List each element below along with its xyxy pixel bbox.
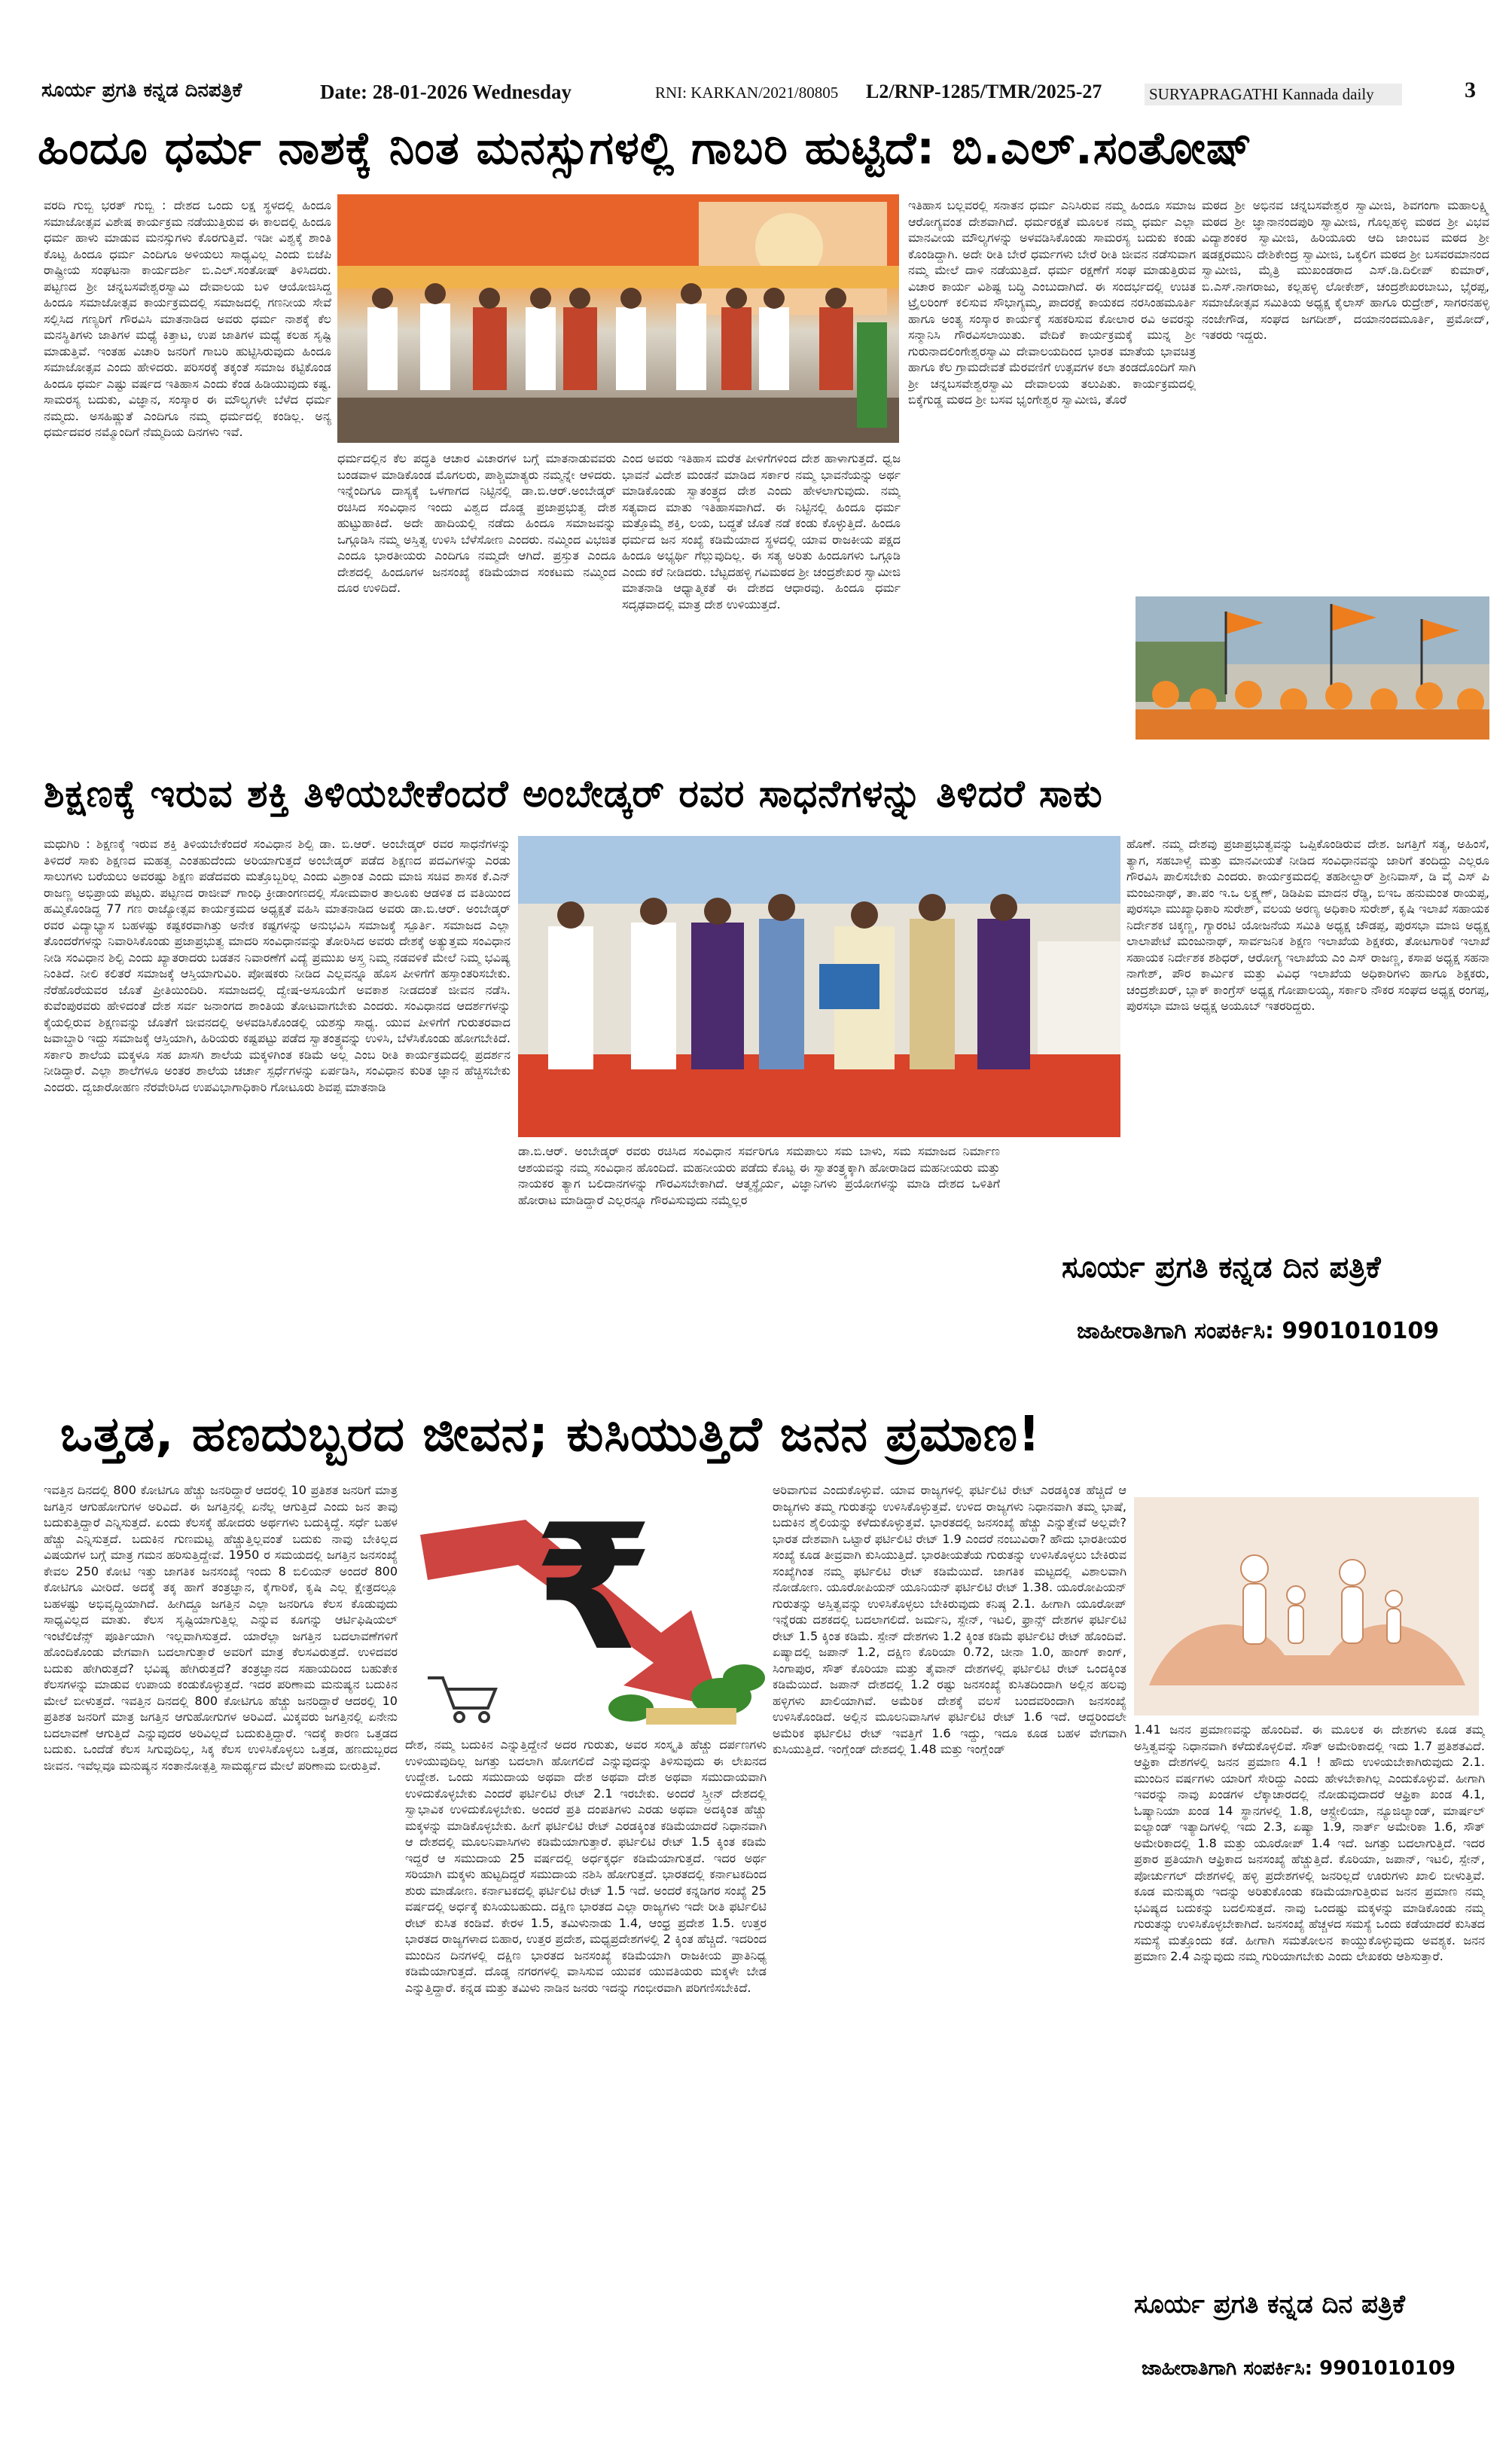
article3-photo-rupee — [405, 1482, 767, 1731]
advertisement-box-1 — [1062, 1243, 1483, 1386]
article1-column-3: ಎಂದ ಅವರು ಇತಿಹಾಸ ಮರೆತ ಪೀಳಿಗೆಗಳಿಂದ ದೇಶ ಹಾಳಾಗುತ್ತದೆ. ಧ್ವಜ ಭಾವನೆ ವಿದೇಶ ಮಂಡನೆ ಮಾಡಿದ ಸರ್ಕಾರ ನಮ್ಮ ಭಾವನೆಯನ್ನು ಅರ್ಥ ಮಾಡಿಕೊಂಡು ಸ್ವಾತಂತ್ರ್ಯದ ದೇಶ ಎಂದು ಹೇಳಲಾಗುವುದು. ನಮ್ಮ ಸತ್ಯವಾದ ಮಾತು ಇತಿಹಾಸವಾಗಿದೆ. ಈ ನಿಟ್ಟಿನಲ್ಲಿ ಹಿಂದೂ ಧರ್ಮ ಮತ್ತೊಮ್ಮೆ ಶಕ್ತಿ, ಲಯ, ಬದ್ಧತೆ ಜೊತೆ ನಡೆ ಕಂಡು ಕೊಳ್ಳುತ್ತಿದೆ. ಹಿಂದೂ ಧರ್ಮದ ಜನ ಸಂಖ್ಯೆ ಕಡಿಮೆಯಾದ ಸ್ಥಳದಲ್ಲಿ ಯಾವ ರಾಜಕೀಯ ಪಕ್ಷದ ಹಿಂದೂ ಅಭ್ಯರ್ಥಿ ಗೆಲ್ಲುವುದಿಲ್ಲ. ಈ ಸತ್ಯ ಅರಿತು ಹಿಂದೂಗಳು ಒಗ್ಗೂಡಿ ಎಂದು ಕರೆ ನೀಡಿದರು. ಬೆಟ್ಟದಹಳ್ಳಿ ಗವಿಮಠದ ಶ್ರೀ ಚಂದ್ರಶೇಖರ ಸ್ವಾಮೀಜಿ ಮಾತನಾಡಿ ಆಧ್ಯಾತ್ಮಿಕತೆ ಈ ದೇಶದ ಆಧಾರವು. ಹಿಂದೂ ಧರ್ಮ ಸದೃಢವಾದಲ್ಲಿ ಮಾತ್ರ ದೇಶ ಉಳಿಯುತ್ತದೆ. — [622, 451, 901, 612]
ad2-title: ಸೂರ್ಯ ಪ್ರಗತಿ ಕನ್ನಡ ದಿನ ಪತ್ರಿಕೆ — [1134, 2289, 1406, 2320]
page-number: 3 — [1465, 78, 1476, 102]
rni-number: RNI: KARKAN/2021/80805 — [655, 84, 839, 102]
article3-column-4: 1.41 ಜನನ ಪ್ರಮಾಣವನ್ನು ಹೊಂದಿವೆ. ಈ ಮೂಲಕ ಈ ದೇಶಗಳು ಕೂಡ ತಮ್ಮ ಅಸ್ತಿತ್ವವನ್ನು ನಿಧಾನವಾಗಿ ಕಳೆದುಕೊಳ್ಳಲಿವೆ. ಸೌತ್ ಅಮೇರಿಕಾದಲ್ಲಿ ಇದು 1.7 ಪ್ರತಿಶತವಿದೆ. ಆಫ್ರಿಕಾ ದೇಶಗಳಲ್ಲಿ ಜನನ ಪ್ರಮಾಣ 4.1 ! ಹೌದು ಉಳಿಯಬೇಕಾಗಿರುವುದು 2.1. ಮುಂದಿನ ವರ್ಷಗಳು ಯಾರಿಗೆ ಸೇರಿದ್ದು ಎಂದು ಹೇಳಬೇಕಾಗಿಲ್ಲ ಎಂದುಕೊಳ್ಳುವೆ. ಹೀಗಾಗಿ ಇವರನ್ನು ನಾವು ಖಂಡಗಳ ಲೆಕ್ಕಾಚಾರದಲ್ಲಿ ನೋಡುವುದಾದರೆ ಆಫ್ರಿಕಾ ಖಂಡ 4.1, ಓಷ್ಯಾನಿಯಾ ಖಂಡ 14 ಸ್ಥಾನಗಳಲ್ಲಿ 1.8, ಆಸ್ಟ್ರೇಲಿಯಾ, ನ್ಯೂಜಿಲ್ಯಾಂಡ್, ಮಾರ್ಷಲ್ ಐಲ್ಯಾಂಡ್ ಇತ್ಯಾದಿಗಳಲ್ಲಿ ಇದು 2.3, ಏಷ್ಯಾ 1.9, ನಾರ್ತ್ ಅಮೇರಿಕಾ 1.6, ಸೌತ್ ಅಮೇರಿಕಾದಲ್ಲಿ 1.8 ಮತ್ತು ಯೂರೋಪ್ 1.4 ಇದೆ. ಜಗತ್ತು ಬದಲಾಗುತ್ತಿದೆ. ಇದರ ಪ್ರಕಾರ ಪ್ರತಿಯಾಗಿ ಆಫ್ರಿಕಾದ ಜನಸಂಖ್ಯೆ ಹೆಚ್ಚುತ್ತಿದೆ. ಕೊರಿಯಾ, ಜಪಾನ್, ಇಟಲಿ, ಸ್ಪೇನ್, ಪೋರ್ಚುಗಲ್ ದೇಶಗಳಲ್ಲಿ ಹಳ್ಳಿ ಪ್ರದೇಶಗಳಲ್ಲಿ ಜನರಿಲ್ಲದೆ ಊರುಗಳು ಖಾಲಿ ಬೀಳುತ್ತಿವೆ. ಕೂಡ ಮನುಷ್ಯರು ಇದನ್ನು ಅರಿತುಕೊಂಡು ಕಡಿಮೆಯಾಗುತ್ತಿರುವ ಜನನ ಪ್ರಮಾಣ ನಮ್ಮ ಭವಿಷ್ಯದ ಬದುಕನ್ನು ಬದಲಿಸುತ್ತದೆ. ನಾವು ಒಂದಷ್ಟು ಮಕ್ಕಳನ್ನು ಮಾಡಿಕೊಂಡು ನಮ್ಮ ಗುರುತನ್ನು ಉಳಿಸಿಕೊಳ್ಳಬೇಕಾಗಿದೆ. ಜನಸಂಖ್ಯೆ ಹೆಚ್ಚಳದ ಸಮಸ್ಯೆ ಒಂದು ಕಡೆಯಾದರೆ ಕುಸಿತದ ಸಮಸ್ಯೆ ಮತ್ತೊಂದು ಕಡೆ. ಹೀಗಾಗಿ ಸಮತೋಲನ ಕಾಯ್ದುಕೊಳ್ಳುವುದು ಅವಶ್ಯಕ. ಜನನ ಪ್ರಮಾಣ 2.4 ಎನ್ನುವುದು ನಮ್ಮ ಗುರಿಯಾಗಬೇಕು ಎಂದು ಲೇಖಕರು ಆಶಿಸುತ್ತಾರೆ. — [1134, 1722, 1485, 1963]
article1-column-5: ಮಠದ ಶ್ರೀ ಅಭಿನವ ಚನ್ನಬಸವೇಶ್ವರ ಸ್ವಾಮೀಜಿ, ಶಿವಗಂಗಾ ಮಹಾಲಕ್ಷ್ಮಿ ಮಠದ ಶ್ರೀ ಜ್ಞಾನಾನಂದಪುರಿ ಸ್ವಾಮೀಜಿ, ಗೊಲ್ಲಹಳ್ಳಿ ಮಠದ ಶ್ರೀ ವಿಭವ ವಿದ್ಯಾಶಂಕರ ಸ್ವಾಮೀಜಿ, ಹಿರಿಯೂರು ಆದಿ ಜಾಂಬವ ಮಠದ ಶ್ರೀ ಷಡಕ್ಷರಮುನಿ ದೇಶಿಕೇಂದ್ರ ಸ್ವಾಮೀಜಿ, ಒಕ್ಕಲಿಗ ಮಠದ ಶ್ರೀ ಬಸವರಮಾನಂದ ಸ್ವಾಮೀಜಿ, ಮೈತ್ರಿ ಮುಖಂಡರಾದ ಎಸ್.ಡಿ.ದಿಲೀಪ್ ಕುಮಾರ್, ಬಿ.ಎಸ್.ನಾಗರಾಜು, ಕಲ್ಲಹಳ್ಳಿ ಲೋಕೇಶ್, ಚಂದ್ರಶೇಖರಬಾಬು, ಭೈರಪ್ಪ, ಸಮಾಜೋತ್ಸವ ಸಮಿತಿಯ ಅಧ್ಯಕ್ಷ ಕೈಲಾಸ್ ಹಾಗೂ ರುದ್ರೇಶ್, ಸಾಗರನಹಳ್ಳಿ ನಂಜೇಗೌಡ, ಸಂಘದ ಜಗದೀಶ್, ದಯಾನಂದಮೂರ್ತಿ, ಪ್ರಮೋದ್, ಇತರರು ಇದ್ದರು. — [1202, 198, 1489, 342]
paper-name: SURYAPRAGATHI Kannada daily — [1145, 84, 1402, 105]
masthead — [30, 72, 1483, 111]
article1-headline: ಹಿಂದೂ ಧರ್ಮ ನಾಶಕ್ಕೆ ನಿಂತ ಮನಸ್ಸುಗಳಲ್ಲಿ ಗಾಬರಿ ಹುಟ್ಟಿದೆ: ಬಿ.ಎಲ್.ಸಂತೋಷ್ — [38, 122, 1253, 175]
paper-logo: ಸೂರ್ಯ ಪ್ರಗತಿ ಕನ್ನಡ ದಿನಪತ್ರಿಕೆ — [41, 79, 242, 102]
ad2-contact: ಜಾಹೀರಾತಿಗಾಗಿ ಸಂಪರ್ಕಿಸಿ: 9901010109 — [1142, 2357, 1456, 2380]
article1-column-1: ವರದಿ ಗುಬ್ಬಿ ಭರತ್ ಗುಬ್ಬಿ : ದೇಶದ ಒಂದು ಲಕ್ಷ ಸ್ಥಳದಲ್ಲಿ ಹಿಂದೂ ಸಮಾಜೋತ್ಸವ ವಿಶೇಷ ಕಾರ್ಯಕ್ರಮ ನಡೆಯುತ್ತಿರುವ ಈ ಕಾಲದಲ್ಲಿ ಹಿಂದೂ ಧರ್ಮ ಹಾಳು ಮಾಡುವ ಮನಸ್ಸುಗಳು ಕೊರಗುತ್ತಿವೆ. ಇಡೀ ವಿಶ್ವಕ್ಕೆ ಶಾಂತಿ ಕೊಟ್ಟ ಹಿಂದೂ ಧರ್ಮ ಎಂದಿಗೂ ಅಳಿಯಲು ಸಾಧ್ಯವಿಲ್ಲ ಎಂದು ಬಿಜೆಪಿ ರಾಷ್ಟ್ರೀಯ ಸಂಘಟನಾ ಕಾರ್ಯದರ್ಶಿ ಬಿ.ಎಲ್.ಸಂತೋಷ್ ತಿಳಿಸಿದರು. ಪಟ್ಟಣದ ಶ್ರೀ ಚನ್ನಬಸವೇಶ್ವರಸ್ವಾಮಿ ದೇವಾಲಯ ಬಳಿ ಆಯೋಜಿಸಿದ್ದ ಹಿಂದೂ ಸಮಾಜೋತ್ಸವ ಕಾರ್ಯಕ್ರಮದಲ್ಲಿ ಸಮಾಜದಲ್ಲಿ ಗಣನೀಯ ಸೇವೆ ಸಲ್ಲಿಸಿದ ಗಣ್ಯರಿಗೆ ಗೌರವಿಸಿ ಮಾತನಾಡಿದ ಅವರು ಧರ್ಮ ನಾಶಕ್ಕೆ ಕೆಲ ಮನಸ್ಥಿತಿಗಳು ಜಾತಿಗಳ ಮಧ್ಯೆ ಕಿತ್ತಾಟ, ಉಪ ಜಾತಿಗಳ ಮಧ್ಯೆ ಕಲಹ ಸೃಷ್ಟಿ ಮಾಡುತ್ತಿವೆ. ಇಂತಹ ವಿಚಾರಿ ಜನರಿಗೆ ಗಾಬರಿ ಹುಟ್ಟಿಸಿರುವುದು ಹಿಂದೂ ಸಮಾಜೋತ್ಸವ ಎಂದು ಹೇಳಿದರು. ಪರಿಸರಕ್ಕೆ ತಕ್ಕಂತೆ ಸಮಾಜ ಕಟ್ಟಿಕೊಂಡ ಹಿಂದೂ ಧರ್ಮ ಎಷ್ಟು ವರ್ಷದ ಇತಿಹಾಸ ಎಂದು ಕೆಂಡ ಹಿಡಿಯುವುದು ಕಷ್ಟ. ಸಾಮರಸ್ಯ ಬದುಕು, ವಿಜ್ಞಾನ, ಸಂಸ್ಕಾರ ಈ ಮೌಲ್ಯಗಳೇ ಬೆಳೆದ ಧರ್ಮ ನಮ್ಮದು. ಅಸಹಿಷ್ಣುತೆ ಎಂದಿಗೂ ನಮ್ಮ ಧರ್ಮದಲ್ಲಿ ಕಂಡಿಲ್ಲ. ಅನ್ಯ ಧರ್ಮದವರ ನಮ್ಮೊಂದಿಗೆ ನೆಮ್ಮದಿಯ ದಿನಗಳು ಇವೆ. — [44, 198, 331, 439]
stage-illustration — [337, 194, 899, 443]
article3-column-2: ದೇಶ, ನಮ್ಮ ಬದುಕಿನ ಎನ್ನುತ್ತಿದ್ದೇನೆ ಅದರ ಗುರುತು, ಅವರ ಸಂಸ್ಕೃತಿ ಹೆಚ್ಚು ದರ್ಪಣಗಳು ಉಳಿಯುವುದಿಲ್ಲ ಜಗತ್ತು ಬದಲಾಗಿ ಹೋಗಲಿದೆ ಎನ್ನುವುದನ್ನು ತಿಳಿಸುವುದು ಈ ಲೇಖನದ ಉದ್ದೇಶ. ಒಂದು ಸಮುದಾಯ ಅಥವಾ ದೇಶ ಅಥವಾ ದೇಶ ಅಥವಾ ಸಮುದಾಯವಾಗಿ ಉಳಿದುಕೊಳ್ಳಬೇಕು ಎಂದರೆ ಫರ್ಟಿಲಿಟಿ ರೇಟ್ 2.1 ಇರಬೇಕು. ಅಂದರೆ ಸ್ತ್ರೀನ್ ದೇಶದಲ್ಲಿ ಸ್ವಾಭಾವಿಕ ಉಳಿದುಕೊಳ್ಳಬೇಕು. ಅಂದರೆ ಪ್ರತಿ ದಂಪತಿಗಳು ಎರಡು ಅಥವಾ ಅದಕ್ಕಿಂತ ಹೆಚ್ಚು ಮಕ್ಕಳನ್ನು ಮಾಡಿಕೊಳ್ಳಬೇಕು. ಹೀಗೆ ಫರ್ಟಿಲಿಟಿ ರೇಟ್ ಎರಡಕ್ಕಿಂತ ಕಡಿಮೆಯಾದರೆ ನಿಧಾನವಾಗಿ ಆ ದೇಶದಲ್ಲಿ ಮೂಲನಿವಾಸಿಗಳು ಕಡಿಮೆಯಾಗುತ್ತಾರೆ. ಫರ್ಟಿಲಿಟಿ ರೇಟ್ 1.5 ಕ್ಕಿಂತ ಕಡಿಮೆ ಇದ್ದರೆ ಆ ಸಮುದಾಯ 25 ವರ್ಷದಲ್ಲಿ ಅರ್ಧಕ್ಕರ್ಧ ಕಡಿಮೆಯಾಗುತ್ತದೆ. ಇದರ ಅರ್ಥ ಸರಿಯಾಗಿ ಮಕ್ಕಳು ಹುಟ್ಟದಿದ್ದರೆ ಸಮುದಾಯ ನಶಿಸಿ ಹೋಗುತ್ತದೆ. ಭಾರತದಲ್ಲಿ ಕರ್ನಾಟಕದಿಂದ ಶುರು ಮಾಡೋಣ. ಕರ್ನಾಟಕದಲ್ಲಿ ಫರ್ಟಿಲಿಟಿ ರೇಟ್ 1.5 ಇದೆ. ಅಂದರೆ ಕನ್ನಡಿಗರ ಸಂಖ್ಯೆ 25 ವರ್ಷದಲ್ಲಿ ಅರ್ಧಕ್ಕೆ ಕುಸಿಯಬಹುದು. ದಕ್ಷಿಣ ಭಾರತದ ಎಲ್ಲಾ ರಾಜ್ಯಗಳು ಇದೇ ರೀತಿ ಫರ್ಟಿಲಿಟಿ ರೇಟ್ ಕುಸಿತ ಕಂಡಿವೆ. ಕೇರಳ 1.5, ತಮಿಳುನಾಡು 1.4, ಆಂಧ್ರ ಪ್ರದೇಶ 1.5. ಉತ್ತರ ಭಾರತದ ರಾಜ್ಯಗಳಾದ ಬಿಹಾರ, ಉತ್ತರ ಪ್ರದೇಶ, ಮಧ್ಯಪ್ರದೇಶಗಳಲ್ಲಿ 2 ಕ್ಕಿಂತ ಹೆಚ್ಚಿದೆ. ಇದರಿಂದ ಮುಂದಿನ ದಿನಗಳಲ್ಲಿ ದಕ್ಷಿಣ ಭಾರತದ ಜನಸಂಖ್ಯೆ ಕಡಿಮೆಯಾಗಿ ರಾಜಕೀಯ ಪ್ರಾತಿನಿಧ್ಯ ಕಡಿಮೆಯಾಗುತ್ತದೆ. ದೊಡ್ಡ ನಗರಗಳಲ್ಲಿ ವಾಸಿಸುವ ಯುವಕ ಯುವತಿಯರು ಮಕ್ಕಳೇ ಬೇಡ ಎನ್ನುತ್ತಿದ್ದಾರೆ. ಕನ್ನಡ ಮತ್ತು ತಮಿಳು ನಾಡಿನ ಜನರು ಇದನ್ನು ಗಂಭೀರವಾಗಿ ಪರಿಗಣಿಸಬೇಕಿದೆ. — [405, 1737, 767, 1995]
ad1-contact: ಜಾಹೀರಾತಿಗಾಗಿ ಸಂಪರ್ಕಿಸಿ: 9901010109 — [1077, 1318, 1440, 1344]
article2-column-1: ಮಧುಗಿರಿ : ಶಿಕ್ಷಣಕ್ಕೆ ಇರುವ ಶಕ್ತಿ ತಿಳಿಯಬೇಕೆಂದರೆ ಸಂವಿಧಾನ ಶಿಲ್ಪಿ ಡಾ. ಬಿ.ಆರ್. ಅಂಬೇಡ್ಕರ್ ರವರ ಸಾಧನೆಗಳನ್ನು ತಿಳಿದರೆ ಸಾಕು ಶಿಕ್ಷಣದ ಮಹತ್ವ ಎಂತಹುದೆಂದು ಅರಿಯಾಗುತ್ತದೆ ಅಂಬೇಡ್ಕರ್ ಪಡೆದ ಶಿಕ್ಷಣದ ಪದವಿಗಳನ್ನು ಎರಡು ಸಾಲುಗಳು ಬರೆಯಲು ಅವರಷ್ಟು ಶಿಕ್ಷಣ ಪಡೆದವರು ಮತ್ತೊಬ್ಬರಿಲ್ಲ ಎಂದು ವಿಶ್ರಾಂತ ಎಂದು ಮಾಜಿ ಸಚಿವ ಶಾಸಕ ಕೆ.ಎನ್ ರಾಜಣ್ಣ ಅಭಿಪ್ರಾಯ ಪಟ್ಟರು. ಪಟ್ಟಣದ ರಾಜೀವ್ ಗಾಂಧಿ ಕ್ರೀಡಾಂಗಣದಲ್ಲಿ ಸೋಮವಾರ ತಾಲೂಕು ಆಡಳಿತ ದ ವತಿಯಿಂದ ಹಮ್ಮಿಕೊಂಡಿದ್ದ 77 ಗಣ ರಾಜ್ಯೋತ್ಸವ ಕಾರ್ಯಕ್ರಮದ ಅಧ್ಯಕ್ಷತೆ ವಹಿಸಿ ಮಾತನಾಡಿದ ಅವರು ಡಾ.ಬಿ.ಆರ್. ಅಂಬೇಡ್ಕರ್ ರವರ ವಿದ್ಯಾಭ್ಯಾಸ ಬಹಳಷ್ಟು ಕಷ್ಟಕರವಾಗಿತ್ತು ಅನೇಕ ಕಷ್ಟಗಳನ್ನು ಅನುಭವಿಸಿ ಸಮಾಜಕ್ಕೆ ಸ್ಪೂರ್ತಿ. ಸಮಾಜದ ಎಲ್ಲಾ ತೊಂದರೆಗಳನ್ನು ನಿವಾರಿಸಿಕೊಂಡು ಪ್ರಜಾಪ್ರಭುತ್ವ ಮಾದರಿ ಸಂವಿಧಾನವನ್ನು ತೋರಿಸಿದ ಅವರು ದೇಶಕ್ಕೆ ಅತ್ಯುತ್ತಮ ಸಂವಿಧಾನ ನೀಡಿ ಸಂವಿಧಾನ ಶಿಲ್ಪಿ ಎಂದು ಖ್ಯಾತರಾದರು ಬಡತನ ನಿವಾರಣೆಗೆ ವಿದ್ಯೆ ಪ್ರಮುಖ ಅಸ್ತ್ರ ನಿಮ್ಮ ನಡವಳಿಕೆ ಮೇಲೆ ನಿಮ್ಮ ಭವಿಷ್ಯ ನಿಂತಿದೆ. ನೀಲಿ ಕಲಿತರೆ ಸಮಾಜಕ್ಕೆ ಆಸ್ತಿಯಾಗುವಿರಿ. ಪೋಷಕರು ನೀಡಿದ ಎಲ್ಲವನ್ನೂ ಹೊಸ ಪೀಳಿಗೆಗೆ ಹಸ್ತಾಂತರಿಸಬೇಕು. ನೆರೆಹೊರೆಯವರ ಜೊತೆ ಪ್ರೀತಿಯಿಂದಿರಿ. ಸಮಾಜದಲ್ಲಿ ದ್ವೇಷ-ಅಸೂಯೆಗೆ ಅವಕಾಶ ನೀಡದಂತೆ ಜೀವನ ನಡೆಸಿ. ಕುವೆಂಪುರವರು ಹೇಳಿದಂತೆ ದೇಶ ಸರ್ವ ಜನಾಂಗದ ಶಾಂತಿಯ ತೋಟವಾಗಬೇಕು ಎಂದರು. ಸಂವಿಧಾನದ ಆದರ್ಶಗಳನ್ನು ಕೈಯಲ್ಲಿರುವ ಶಿಕ್ಷಣವನ್ನು ಜೊತೆಗೆ ಜೀವನದಲ್ಲಿ ಅಳವಡಿಸಿಕೊಂಡಲ್ಲಿ ಯಶಸ್ಸು ಸಾಧ್ಯ. ಯುವ ಪೀಳಿಗೆಗೆ ಗುರುತರವಾದ ಜವಾಬ್ದಾರಿ ಇದ್ದು ಸಮಾಜಕ್ಕೆ ಆಸ್ತಿಯಾಗಿ, ಹಿರಿಯರು ಕಷ್ಟಪಟ್ಟು ಪಡೆದ ಸ್ವಾತಂತ್ರ್ಯವನ್ನು ಉಳಿಸಿ, ಬೆಳೆಸಿಕೊಂಡು ಹೋಗಬೇಕಿದೆ. ಸರ್ಕಾರಿ ಶಾಲೆಯ ಮಕ್ಕಳೂ ಸಹ ಖಾಸಗಿ ಶಾಲೆಯ ಮಕ್ಕಳಿಗಿಂತ ಕಡಿಮೆ ಅಲ್ಲ ಎಂಬ ರೀತಿ ಕಾರ್ಯಕ್ರಮದಲ್ಲಿ ಪ್ರದರ್ಶನ ನೀಡಿದ್ದಾರೆ. ಎಲ್ಲಾ ಶಾಲೆಗಳೂ ಅಂತರ ಶಾಲೆಯ ಚರ್ಚಾ ಸ್ಪರ್ಧೆಗಳನ್ನು ಏರ್ಪಡಿಸಿ, ಸಂವಿಧಾನ ಕುರಿತ ಜ್ಞಾನ ಹೆಚ್ಚಿಸಬೇಕು ಎಂದರು. ದ್ವಜಾರೋಹಣ ನೆರವೇರಿಸಿದ ಉಪವಿಭಾಗಾಧಿಕಾರಿ ಗೋಟೂರು ಶಿವಪ್ಪ ಮಾತನಾಡಿ — [44, 837, 511, 1094]
ceremony-illustration — [518, 836, 1120, 1137]
article1-photo-rally — [1136, 596, 1489, 740]
article3-column-3: ಅರಿವಾಗುವ ಎಂದುಕೊಳ್ಳುವೆ. ಯಾವ ರಾಜ್ಯಗಳಲ್ಲಿ ಫರ್ಟಿಲಿಟಿ ರೇಟ್ ಎರಡಕ್ಕಿಂತ ಹೆಚ್ಚಿದೆ ಆ ರಾಜ್ಯಗಳು ತಮ್ಮ ಗುರುತನ್ನು ಉಳಿಸಿಕೊಳ್ಳುತ್ತವೆ. ಉಳಿದ ರಾಜ್ಯಗಳು ನಿಧಾನವಾಗಿ ತಮ್ಮ ಭಾಷೆ, ಬದುಕಿನ ಶೈಲಿಯನ್ನು ಕಳೆದುಕೊಳ್ಳುತ್ತವೆ. ಭಾರತದಲ್ಲಿ ಜನಸಂಖ್ಯೆ ಹೆಚ್ಚು ಎನ್ನುತ್ತೇವೆ ಅಲ್ಲವೇ? ಭಾರತ ದೇಶವಾಗಿ ಒಟ್ಟಾರೆ ಫರ್ಟಿಲಿಟಿ ರೇಟ್ 1.9 ಎಂದರೆ ನಂಬುವಿರಾ? ಹೌದು ಭಾರತೀಯರ ಸಂಖ್ಯೆ ಕೂಡ ತೀವ್ರವಾಗಿ ಕುಸಿಯುತ್ತಿದೆ. ಭಾರತೀಯತೆಯ ಗುರುತನ್ನು ಉಳಿಸಿಕೊಳ್ಳಲು ಬೇಕಿರುವ ಸಂಖ್ಯೆಗಿಂತ ನಮ್ಮ ಫರ್ಟಿಲಿಟಿ ರೇಟ್ ಕಡಿಮೆಯಿದೆ. ಜಾಗತಿಕ ಮಟ್ಟದಲ್ಲಿ ವಿಶಾಲವಾಗಿ ನೋಡೋಣ. ಯೂರೋಪಿಯನ್ ಯೂನಿಯನ್ ಫರ್ಟಿಲಿಟಿ ರೇಟ್ 1.38. ಯೂರೋಪಿಯನ್ ಗುರುತನ್ನು ಅಸ್ತಿತ್ವವನ್ನು ಉಳಿಸಿಕೊಳ್ಳಲು ಬೇಕಿರುವುದು ಕನಿಷ್ಠ 2.1. ಹೀಗಾಗಿ ಯೂರೋಪ್ ಇನ್ನೆರಡು ದಶಕದಲ್ಲಿ ಬದಲಾಗಲಿದೆ. ಜರ್ಮನಿ, ಸ್ಪೇನ್, ಇಟಲಿ, ಫ್ರಾನ್ಸ್ ದೇಶಗಳ ಫರ್ಟಿಲಿಟಿ ರೇಟ್ 1.5 ಕ್ಕಿಂತ ಕಡಿಮೆ. ಸ್ಪೇನ್ ದೇಶಗಳು 1.2 ಕ್ಕಿಂತ ಕಡಿಮೆ ಫರ್ಟಿಲಿಟಿ ರೇಟ್ ಹೊಂದಿವೆ. ಏಷ್ಯಾದಲ್ಲಿ ಜಪಾನ್ 1.2, ದಕ್ಷಿಣ ಕೊರಿಯಾ 0.72, ಚೀನಾ 1.0, ಹಾಂಗ್ ಕಾಂಗ್, ಸಿಂಗಾಪುರ, ಸೌತ್ ಕೊರಿಯಾ ಮತ್ತು ತೈವಾನ್ ದೇಶಗಳಲ್ಲಿ ಫರ್ಟಿಲಿಟಿ ರೇಟ್ ಒಂದಕ್ಕಿಂತ ಕಡಿಮೆಯಿದೆ. ಜಪಾನ್ ದೇಶದಲ್ಲಿ 1.2 ರಷ್ಟು ಜನಸಂಖ್ಯೆ ಕುಸಿತದಿಂದಾಗಿ ಅಲ್ಲಿನ ಹಲವು ಹಳ್ಳಿಗಳು ಖಾಲಿಯಾಗಿವೆ. ಅಮೆರಿಕ ದೇಶಕ್ಕೆ ವಲಸೆ ಬಂದವರಿಂದಾಗಿ ಜನಸಂಖ್ಯೆ ಉಳಿಸಿಕೊಂಡಿದೆ. ಅಲ್ಲಿನ ಮೂಲನಿವಾಸಿಗಳ ಫರ್ಟಿಲಿಟಿ ರೇಟ್ 1.6 ಇದೆ. ಆದ್ದರಿಂದಲೇ ಅಮೆರಿಕ ಫರ್ಟಿಲಿಟಿ ರೇಟ್ ಇವತ್ತಿಗೆ 1.6 ಇದ್ದು, ಇದೂ ಕೂಡ ಬಹಳ ವೇಗವಾಗಿ ಕುಸಿಯುತ್ತಿದೆ. ಇಂಗ್ಲೆಂಡ್ ದೇಶದಲ್ಲಿ 1.48 ಮತ್ತು ಇಂಗ್ಲೆಂಡ್ — [773, 1483, 1126, 1756]
ad1-title: ಸೂರ್ಯ ಪ್ರಗತಿ ಕನ್ನಡ ದಿನ ಪತ್ರಿಕೆ — [1062, 1250, 1381, 1285]
advertisement-box-2 — [1134, 2282, 1488, 2425]
article3-column-1: ಇವತ್ತಿನ ದಿನದಲ್ಲಿ 800 ಕೋಟಿಗೂ ಹೆಚ್ಚು ಜನರಿದ್ದಾರೆ ಆದರಲ್ಲಿ 10 ಪ್ರತಿಶತ ಜನರಿಗೆ ಮಾತ್ರ ಜಗತ್ತಿನ ಆಗುಹೋಗುಗಳ ಅರಿವಿದೆ. ಈ ಜಗತ್ತಿನಲ್ಲಿ ಏನೆಲ್ಲ ಆಗುತ್ತಿದೆ ಎಂದು ಜನ ತಾವು ಬದುಕುತ್ತಿದ್ದಾರೆ ಎನ್ನಿಸುತ್ತದೆ. ಏಂದು ಕೆಲಸಕ್ಕೆ ಹೋದರು ಅರ್ಥಗಳು ಬದುಕ್ಕಿದ್ದೆ. ಸರ್ಧೆ ಬಹಳ ಹೆಚ್ಚು ಎನ್ನಿಸುತ್ತದೆ. ಬದುಕಿನ ಗುಣಮಟ್ಟ ಹೆಚ್ಚುತ್ತಿಲ್ಲವಂತೆ ಬದುಕು ನಾವು ಬೇಕಿಲ್ಲದ ವಿಷಯಗಳ ಬಗ್ಗೆ ಮಾತ್ರ ಗಮನ ಹರಿಸುತ್ತಿದ್ದೇವೆ. 1950 ರ ಸಮಯದಲ್ಲಿ ಜಗತ್ತಿನ ಜನಸಂಖ್ಯೆ ಕೇವಲ 250 ಕೋಟಿ ಇತ್ತು ಜಾಗತಿಕ ಜನಸಂಖ್ಯೆ ಇಂದು 8 ಬಿಲಿಯನ್ ಅಂದರೆ 800 ಕೋಟಿಗೂ ಮೀರಿದೆ. ಅದಕ್ಕೆ ತಕ್ಕ ಹಾಗೆ ತಂತ್ರಜ್ಞಾನ, ಕೈಗಾರಿಕೆ, ಕೃಷಿ ಎಲ್ಲ ಕ್ಷೇತ್ರದಲ್ಲೂ ಬಹಳಷ್ಟು ಅಭಿವೃದ್ಧಿಯಾಗಿದೆ. ಹೀಗಿದ್ದೂ ಜಗತ್ತಿನ ಎಲ್ಲಾ ಜನರಿಗೂ ಕೆಲಸ ಕೊಡುವುದು ಸಾಧ್ಯವಿಲ್ಲದ ಮಾತು. ಕೆಲಸ ಸೃಷ್ಟಿಯಾಗುತ್ತಿಲ್ಲ ಎನ್ನುವ ಕೂಗನ್ನು ಆರ್ಟಿಫಿಷಿಯಲ್ ಇಂಟೆಲಿಜೆನ್ಸ್ ಪೂರ್ತಿಯಾಗಿ ಇಲ್ಲವಾಗಿಸುತ್ತದೆ. ಯಾರೆಲ್ಲಾ ಜಗತ್ತಿನ ಬದಲಾವಣೆಗಳಿಗೆ ಹೊಂದಿಕೊಂಡು ವೇಗವಾಗಿ ಬದಲಾಗುತ್ತಾರೆ ಅವರಿಗೆ ಮಾತ್ರ ಕೆಲಸವಿರುತ್ತದೆ. ಉಳಿದವರ ಬದುಕು ಹೇಗಿರುತ್ತದೆ? ಭವಿಷ್ಯ ಹೇಗಿರುತ್ತದೆ? ತಂತ್ರಜ್ಞಾನದ ಸಹಾಯದಿಂದ ಬಹುತೇಕ ಕೆಲಸಗಳನ್ನು ಮಾಡುವ ಉಪಾಯ ಕಂಡುಕೊಳ್ಳುತ್ತದೆ. ಇದರ ಪರಿಣಾಮ ಮನುಷ್ಯನ ಬದುಕಿನ ಮೇಲೆ ಬೀಳುತ್ತದೆ. ಇವತ್ತಿನ ದಿನದಲ್ಲಿ 800 ಕೋಟಿಗೂ ಹೆಚ್ಚು ಜನರಿದ್ದಾರೆ ಆದರಲ್ಲಿ 10 ಪ್ರತಿಶತ ಜನರಿಗೆ ಮಾತ್ರ ಜಗತ್ತಿನ ಆಗುಹೋಗುಗಳ ಅರಿವಿದೆ. ಮಿಕ್ಕವರು ಜಗತ್ತಿನಲ್ಲಿ ಏನೇನು ಬದಲಾವಣೆ ಆಗುತ್ತಿದೆ ಎನ್ನುವುದರ ಅರಿವಿಲ್ಲದೆ ಬದುಕುತ್ತಿದ್ದಾರೆ. ಇದಕ್ಕೆ ಕಾರಣ ಒತ್ತಡದ ಬದುಕು. ಒಂದೆಡೆ ಕೆಲಸ ಸಿಗುವುದಿಲ್ಲ, ಸಿಕ್ಕ ಕೆಲಸ ಉಳಿಸಿಕೊಳ್ಳಲು ಒತ್ತಡ, ಹಣದುಬ್ಬರದ ಜೀವನ. ಇವೆಲ್ಲವೂ ಮನುಷ್ಯನ ಸಂತಾನೋತ್ಪತ್ತಿ ಸಾಮರ್ಥ್ಯದ ಮೇಲೆ ಪರಿಣಾಮ ಬೀರುತ್ತಿವೆ. — [44, 1483, 398, 1773]
article2-headline: ಶಿಕ್ಷಣಕ್ಕೆ ಇರುವ ಶಕ್ತಿ ತಿಳಿಯಬೇಕೆಂದರೆ ಅಂಬೇಡ್ಕರ್ ರವರ ಸಾಧನೆಗಳನ್ನು ತಿಳಿದರೆ ಸಾಕು — [44, 772, 1103, 816]
rupee-symbol: ₹ — [533, 1488, 654, 1689]
article1-column-4: ಇತಿಹಾಸ ಬಲ್ಲವರಲ್ಲಿ ಸನಾತನ ಧರ್ಮ ಎನಿಸಿರುವ ನಮ್ಮ ಹಿಂದೂ ಸಮಾಜ ಆರೋಗ್ಯವಂತ ದೇಶವಾಗಿದೆ. ಧರ್ಮರಕ್ಷತೆ ಮೂಲಕ ನಮ್ಮ ಧರ್ಮ ಎಲ್ಲಾ ಮಾನವೀಯ ಮೌಲ್ಯಗಳನ್ನು ಅಳವಡಿಸಿಕೊಂಡು ಸಾಮರಸ್ಯ ಬದುಕು ಕಂಡು ಕೊಂಡಿದ್ದಾಗಿ. ಅದೇ ರೀತಿ ಬೇರೆ ಧರ್ಮಗಳು ಬೇರೆ ರೀತಿ ಜೀವನ ನಡೆಸುವಾಗ ನಮ್ಮ ಮೇಲೆ ದಾಳಿ ನಡೆಯುತ್ತಿದೆ. ಧರ್ಮ ರಕ್ಷಣೆಗೆ ಸಂಘ ಮಾಡುತ್ತಿರುವ ವಿಚಾರ ಕಾರ್ಯ ವಿಶಿಷ್ಟ ಬದ್ಧಿ ಎಂಬುದಾಗಿದೆ. ಈ ಸಂದರ್ಭದಲ್ಲಿ ಉಚಿತ ಟ್ರೈಲರಿಂಗ್ ಕಲಿಸುವ ಸೌಭಾಗ್ಯಮ್ಮ, ಪಾದರಕ್ಷೆ ಕಾಯಕದ ನರಸಿಂಹಮೂರ್ತಿ ಹಾಗೂ ಅಂತ್ಯ ಸಂಸ್ಕಾರ ಕಾರ್ಯಕ್ಕೆ ಸಹಕರಿಸುವ ಕೋಲಾರ ರವಿ ಅವರನ್ನು ಸನ್ಮಾನಿಸಿ ಗೌರವಿಸಲಾಯಿತು. ವೇದಿಕೆ ಕಾರ್ಯಕ್ರಮಕ್ಕೆ ಮುನ್ನ ಶ್ರೀ ಗುರುನಾದಲಿಂಗೇಶ್ವರಸ್ವಾಮಿ ದೇವಾಲಯದಿಂದ ಭಾರತ ಮಾತೆಯ ಭಾವಚಿತ್ರ ಹಾಗೂ ಕೆಲ ಗ್ರಾಮದೇವತೆ ಮೆರವಣಿಗೆ ಉತ್ಸವಗಳ ಕಲಾ ತಂಡದೊಂದಿಗೆ ಸಾಗಿ ಶ್ರೀ ಚನ್ನಬಸವೇಶ್ವರಸ್ವಾಮಿ ದೇವಾಲಯ ತಲುಪಿತು. ಕಾರ್ಯಕ್ರಮದಲ್ಲಿ ಬಿಕ್ಕೆಗುಡ್ಡ ಮಠದ ಶ್ರೀ ಬಸವ ಭೃಂಗೇಶ್ವರ ಸ್ವಾಮೀಜಿ, ತೊರೆ — [908, 198, 1196, 407]
family-illustration — [1134, 1497, 1479, 1716]
article1-photo-stage — [337, 194, 899, 443]
issue-date: Date: 28-01-2026 Wednesday — [320, 81, 572, 103]
registration-number: L2/RNP-1285/TMR/2025-27 — [866, 81, 1102, 102]
article3-headline: ಒತ್ತಡ, ಹಣದುಬ್ಬರದ ಜೀವನ; ಕುಸಿಯುತ್ತಿದೆ ಜನನ ಪ್ರಮಾಣ! — [60, 1407, 1041, 1463]
article1-column-2: ಧರ್ಮದಲ್ಲಿನ ಕೆಲ ಪದ್ಧತಿ ಆಚಾರ ವಿಚಾರಗಳ ಬಗ್ಗೆ ಮಾತನಾಡುವವರು ಬಂಡವಾಳ ಮಾಡಿಕೊಂಡ ಮೊಗಲರು, ಪಾಶ್ಚಿಮಾತ್ಯರು ನಮ್ಮನ್ನೇ ಆಳಿದರು. ಇನ್ನೆಂದಿಗೂ ದಾಸ್ಯಕ್ಕೆ ಒಳಗಾಗದ ನಿಟ್ಟಿನಲ್ಲಿ ಡಾ.ಬಿ.ಆರ್.ಅಂಬೇಡ್ಕರ್ ರಚಿಸಿದ ಸಂವಿಧಾನ ಇಂದು ವಿಶ್ವದ ದೊಡ್ಡ ಪ್ರಜಾಪ್ರಭುತ್ವ ದೇಶ ಹುಟ್ಟುಹಾಕಿದೆ. ಅದೇ ಹಾದಿಯಲ್ಲಿ ನಡೆದು ಹಿಂದೂ ಸಮಾಜವನ್ನು ಒಗ್ಗೂಡಿಸಿ ನಮ್ಮ ಅಸ್ತಿತ್ವ ಉಳಿಸಿ ಬೆಳೆಸೋಣ ಎಂದರು. ನಮ್ಮಿಂದ ವಿಭಜಿತ ಎಂದೂ ಭಾರತೀಯರು ಎಂದಿಗೂ ನಮ್ಮದೇ ಆಗಿದೆ. ಪ್ರಸ್ತುತ ಎಂದೂ ದೇಶದಲ್ಲಿ ಹಿಂದೂಗಳ ಜನಸಂಖ್ಯೆ ಕಡಿಮೆಯಾದ ಸಂಕಟಮ ನಮ್ಮಿಂದ ದೂರ ಉಳಿದಿದೆ. — [337, 451, 616, 595]
rally-illustration — [1136, 596, 1489, 740]
article2-photo-ceremony — [518, 836, 1120, 1137]
rupee-illustration — [405, 1482, 767, 1731]
article2-column-3: ಹೊಣೆ. ನಮ್ಮ ದೇಶವು ಪ್ರಜಾಪ್ರಭುತ್ವವನ್ನು ಒಪ್ಪಿಕೊಂಡಿರುವ ದೇಶ. ಜಗತ್ತಿಗೆ ಸತ್ಯ, ಅಹಿಂಸೆ, ತ್ಯಾಗ, ಸಹಬಾಳ್ವೆ ಮತ್ತು ಮಾನವೀಯತೆ ನೀಡಿದ ಸಂವಿಧಾನವನ್ನು ಜಾರಿಗೆ ತಂದಿದ್ದು ಎಲ್ಲರೂ ಗೌರವಿಸಿ ಪಾಲಿಸಬೇಕು ಎಂದರು. ಕಾರ್ಯಕ್ರಮದಲ್ಲಿ ತಹಶೀಲ್ದಾರ್ ಶ್ರೀನಿವಾಸ್, ಡಿ ವೈ ಎಸ್ ಪಿ ಮಂಜುನಾಥ್, ತಾ.ಪಂ ಇ.ಒ ಲಕ್ಷ್ಮಣ್, ಡಿಡಿಪಿಐ ಮಾದನ ರೆಡ್ಡಿ, ಬಿಇಒ ಹನುಮಂತ ರಾಯಪ್ಪ, ಪುರಸಭಾ ಮುಖ್ಯಾಧಿಕಾರಿ ಸುರೇಶ್, ವಲಯ ಅರಣ್ಯ ಅಧಿಕಾರಿ ಸುರೇಶ್, ಕೃಷಿ ಇಲಾಖೆ ಸಹಾಯಕ ನಿರ್ದೇಶಕ ಚಿಕ್ಕಣ್ಣ, ಗ್ಯಾರಂಟಿ ಯೋಜನೆಯ ಸಮಿತಿ ಅಧ್ಯಕ್ಷ ಚೌಡಪ್ಪ, ಪುರಸಭಾ ಮಾಜಿ ಅಧ್ಯಕ್ಷ ಲಾಲಾಪೇಟೆ ಮಂಜುನಾಥ್, ಸಾರ್ವಜನಿಕ ಶಿಕ್ಷಣ ಇಲಾಖೆಯ ಶಿಕ್ಷಕರು, ತೋಟಗಾರಿಕೆ ಇಲಾಖೆ ಸಹಾಯಕ ನಿರ್ದೇಶಕ ಶಶಿಧರ್, ಆರೋಗ್ಯ ಇಲಾಖೆಯ ಎಂ ಎಸ್ ರಾಜಣ್ಣ, ಕಸಾಪ ಅಧ್ಯಕ್ಷ ಸಹನಾ ನಾಗೇಶ್, ಪೌರ ಕಾರ್ಮಿಕ ಮತ್ತು ವಿವಿಧ ಇಲಾಖೆಯ ಅಧಿಕಾರಿಗಳು ಹಾಗೂ ಶಿಕ್ಷಕರು, ಚಂದ್ರಶೇಖರ್, ಬ್ಲಾಕ್ ಕಾಂಗ್ರೆಸ್ ಅಧ್ಯಕ್ಷ ಗೋಪಾಲಯ್ಯ, ಸರ್ಕಾರಿ ನೌಕರ ಸಂಘದ ಅಧ್ಯಕ್ಷ ರಂಗಪ್ಪ, ಪುರಸಭಾ ಮಾಜಿ ಅಧ್ಯಕ್ಷ ಅಯೂಬ್ ಇತರರಿದ್ದರು. — [1126, 837, 1489, 1013]
article3-photo-family — [1134, 1497, 1479, 1716]
article2-photo-caption: ಡಾ.ಬಿ.ಆರ್. ಅಂಬೇಡ್ಕರ್ ರವರು ರಚಿಸಿದ ಸಂವಿಧಾನ ಸರ್ವರಿಗೂ ಸಮಪಾಲು ಸಮ ಬಾಳು, ಸಮ ಸಮಾಜದ ನಿರ್ಮಾಣ ಆಶಯವನ್ನು ನಮ್ಮ ಸಂವಿಧಾನ ಹೊಂದಿದೆ. ಮಹನೀಯರು ಪಡೆದು ಕೊಟ್ಟ ಈ ಸ್ವಾತಂತ್ರ್ಯಕ್ಕಾಗಿ ಹೋರಾಡಿದ ಮಹನೀಯರು ಮತ್ತು ನಾಯಕರ ತ್ಯಾಗ ಬಲಿದಾನಗಳನ್ನು ಗೌರವಿಸಬೇಕಾಗಿದೆ. ಆತ್ಮಸ್ಥೈರ್ಯ, ವಿಜ್ಞಾನಿಗಳು ಪ್ರಯೋಗಳನ್ನು ಮಾಡಿ ದೇಶದ ಒಳಿತಿಗೆ ಹೋರಾಟ ಮಾಡಿದ್ದಾರೆ ಎಲ್ಲರನ್ನೂ ಗೌರವಿಸುವುದು ನಮ್ಮೆಲ್ಲರ — [518, 1144, 1000, 1207]
